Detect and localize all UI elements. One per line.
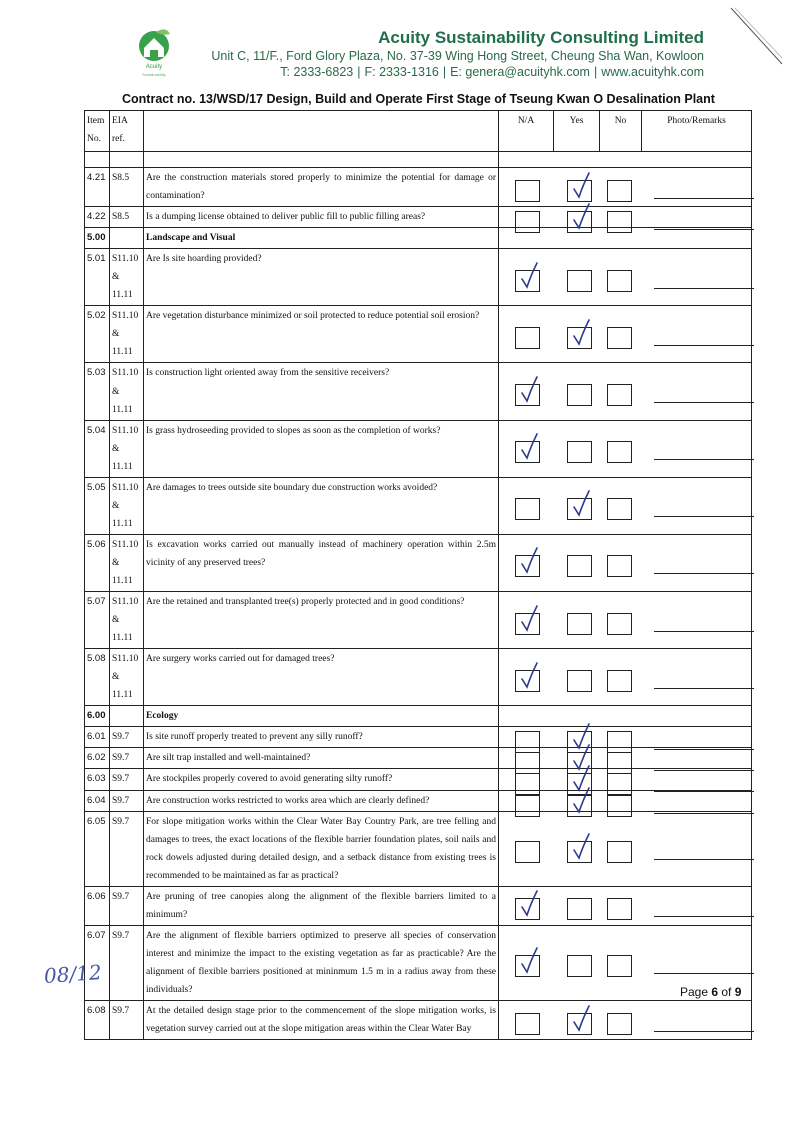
eia-ref: S8.5 xyxy=(110,207,144,228)
checklist-table xyxy=(84,110,752,1040)
eia-ref: S9.7 xyxy=(110,769,144,790)
checkbox-no[interactable] xyxy=(607,841,632,863)
checkbox-na[interactable] xyxy=(515,384,540,406)
check-marks-cell xyxy=(499,477,752,534)
leaf-house-icon xyxy=(128,24,180,64)
header-eia: EIA ref. xyxy=(110,111,144,152)
website: www.acuityhk.com xyxy=(601,65,704,79)
item-description: Are the retained and transplanted tree(s) properly protected and in good conditions? xyxy=(144,592,499,649)
eia-ref: S11.10 & 11.11 xyxy=(110,306,144,363)
company-address: Unit C, 11/F., Ford Glory Plaza, No. 37-39 Wing Hong Street, Cheung Sha Wan, Kowloon xyxy=(211,49,704,63)
checkmark-icon xyxy=(570,318,592,348)
checkbox-na[interactable] xyxy=(515,613,540,635)
checkbox-no[interactable] xyxy=(607,327,632,349)
table-row xyxy=(85,168,752,207)
page-number: Page 6 of 9 xyxy=(680,985,742,999)
email: E: genera@acuityhk.com xyxy=(450,65,590,79)
remarks-line[interactable] xyxy=(654,859,754,860)
item-description: Is grass hydroseeding provided to slopes as soon as the completion of works? xyxy=(144,420,499,477)
table-row xyxy=(85,420,752,477)
item-number: 6.03 xyxy=(85,769,110,790)
remarks-line[interactable] xyxy=(654,459,754,460)
remarks-line[interactable] xyxy=(654,631,754,632)
check-marks-cell xyxy=(499,1001,752,1040)
section-row xyxy=(85,228,752,249)
checkbox-no[interactable] xyxy=(607,498,632,520)
item-number: 6.07 xyxy=(85,925,110,1000)
item-description: Is construction light oriented away from the sensitive receivers? xyxy=(144,363,499,420)
check-marks-cell xyxy=(499,534,752,591)
table-row xyxy=(85,1001,752,1040)
checkmark-icon xyxy=(518,889,540,919)
contact-line: T: 2333-6823 | F: 2333-1316 | E: genera@acuityhk.com | www.acuityhk.com xyxy=(280,65,704,79)
check-marks-cell xyxy=(499,727,752,748)
checkbox-yes[interactable] xyxy=(567,180,592,202)
eia-ref: S9.7 xyxy=(110,1001,144,1040)
table-row xyxy=(85,249,752,306)
item-number: 5.08 xyxy=(85,649,110,706)
checkmark-icon xyxy=(518,946,540,976)
item-description: Are silt trap installed and well-maintained? xyxy=(144,748,499,769)
item-description: Are stockpiles properly covered to avoid generating silty runoff? xyxy=(144,769,499,790)
checkmark-icon xyxy=(518,432,540,462)
item-description: Is excavation works carried out manually instead of machinery operation within 2.5m vicinity of any preserved trees? xyxy=(144,534,499,591)
checkbox-na[interactable] xyxy=(515,1013,540,1035)
checkmark-icon xyxy=(570,1004,592,1034)
table-row xyxy=(85,748,752,769)
checkmark-icon xyxy=(518,546,540,576)
checkbox-yes[interactable] xyxy=(567,613,592,635)
checkmark-icon xyxy=(570,489,592,519)
checkbox-na[interactable] xyxy=(515,955,540,977)
checkbox-yes[interactable] xyxy=(567,211,592,233)
checkbox-na[interactable] xyxy=(515,327,540,349)
checkbox-na[interactable] xyxy=(515,498,540,520)
check-marks-cell xyxy=(499,790,752,811)
item-number: 4.22 xyxy=(85,207,110,228)
handwritten-date: 08/12 xyxy=(43,960,103,988)
header-no: No xyxy=(600,111,642,152)
checkbox-na[interactable] xyxy=(515,180,540,202)
check-marks-cell xyxy=(499,420,752,477)
checkmark-icon xyxy=(518,604,540,634)
corner-fold-line xyxy=(729,6,784,66)
eia-ref: S9.7 xyxy=(110,811,144,886)
contract-title: Contract no. 13/WSD/17 Design, Build and Operate First Stage of Tseung Kwan O Desalination Plant xyxy=(122,92,715,106)
eia-ref: S9.7 xyxy=(110,790,144,811)
checklist-body xyxy=(85,152,752,1040)
item-number: 5.07 xyxy=(85,592,110,649)
eia-ref: S11.10 & 11.11 xyxy=(110,249,144,306)
section-title: Ecology xyxy=(144,706,499,727)
check-marks-cell xyxy=(499,886,752,925)
eia-ref: S11.10 & 11.11 xyxy=(110,363,144,420)
checkbox-na[interactable] xyxy=(515,441,540,463)
company-name: Acuity Sustainability Consulting Limited xyxy=(378,28,704,47)
checkbox-no[interactable] xyxy=(607,211,632,233)
remarks-line[interactable] xyxy=(654,198,754,199)
item-number: 5.05 xyxy=(85,477,110,534)
item-description: Are the alignment of flexible barriers optimized to preserve all species of conservation interest and minimize the impact to the existing vegetation as far as practicable? Are the alignment of flexible barriers positioned at mininmum 1.5 m in a radius away from these individuals? xyxy=(144,925,499,1000)
item-description: Are the construction materials stored properly to minimize the potential for damage or contamination? xyxy=(144,168,499,207)
check-marks-cell xyxy=(499,363,752,420)
item-description: Are vegetation disturbance minimized or soil protected to reduce potential soil erosion? xyxy=(144,306,499,363)
item-description: Are construction works restricted to works area which are clearly defined? xyxy=(144,790,499,811)
checkbox-yes[interactable] xyxy=(567,955,592,977)
checkbox-no[interactable] xyxy=(607,180,632,202)
eia-ref: S11.10 & 11.11 xyxy=(110,592,144,649)
checkbox-yes[interactable] xyxy=(567,841,592,863)
header-remarks: Photo/Remarks xyxy=(642,111,752,152)
eia-ref: S9.7 xyxy=(110,925,144,1000)
checkbox-na[interactable] xyxy=(515,211,540,233)
remarks-line[interactable] xyxy=(654,288,754,289)
checkbox-no[interactable] xyxy=(607,898,632,920)
checkbox-na[interactable] xyxy=(515,270,540,292)
checkmark-icon xyxy=(570,832,592,862)
section-number: 5.00 xyxy=(85,228,110,249)
header-na: N/A xyxy=(499,111,554,152)
item-description: Are surgery works carried out for damaged trees? xyxy=(144,649,499,706)
remarks-line[interactable] xyxy=(654,229,754,230)
checkbox-na[interactable] xyxy=(515,898,540,920)
table-row xyxy=(85,207,752,228)
table-row xyxy=(85,649,752,706)
section-title: Landscape and Visual xyxy=(144,228,499,249)
item-description: Is site runoff properly treated to prevent any silly runoff? xyxy=(144,727,499,748)
item-number: 6.04 xyxy=(85,790,110,811)
checkbox-no[interactable] xyxy=(607,1013,632,1035)
spacer-row xyxy=(85,152,752,168)
logo-text: Acuity xyxy=(145,64,163,70)
table-row xyxy=(85,925,752,1000)
table-row xyxy=(85,769,752,790)
section-eia-cell xyxy=(110,706,144,727)
table-header-row xyxy=(85,111,752,152)
checkbox-yes[interactable] xyxy=(567,498,592,520)
item-description: For slope mitigation works within the Clear Water Bay Country Park, are tree felling and damages to trees, the exact locations of the flexible barrier foundation plates, soil nails and rock dowels adjusted during detailed design, and a setback distance from existing trees is recommended to be maintained as far as practical? xyxy=(144,811,499,886)
checkbox-no[interactable] xyxy=(607,441,632,463)
check-marks-cell xyxy=(499,249,752,306)
item-number: 6.08 xyxy=(85,1001,110,1040)
eia-ref: S11.10 & 11.11 xyxy=(110,477,144,534)
checkmark-icon xyxy=(570,171,592,201)
check-marks-cell xyxy=(499,592,752,649)
checkbox-na[interactable] xyxy=(515,555,540,577)
checkbox-na[interactable] xyxy=(515,841,540,863)
letterhead xyxy=(128,24,704,82)
eia-ref: S9.7 xyxy=(110,748,144,769)
eia-ref: S9.7 xyxy=(110,886,144,925)
item-number: 6.06 xyxy=(85,886,110,925)
check-marks-cell xyxy=(499,811,752,886)
remarks-line[interactable] xyxy=(654,973,754,974)
logo-subtext: Sustainability xyxy=(142,72,166,77)
item-description: At the detailed design stage prior to the commencement of the slope mitigation works, is vegetation survey carried out at the slope mitigation areas within the Clear Water Bay xyxy=(144,1001,499,1040)
table-row xyxy=(85,811,752,886)
checkbox-yes[interactable] xyxy=(567,327,592,349)
checkbox-no[interactable] xyxy=(607,955,632,977)
item-number: 6.01 xyxy=(85,727,110,748)
checkbox-yes[interactable] xyxy=(567,555,592,577)
table-row xyxy=(85,306,752,363)
eia-ref: S8.5 xyxy=(110,168,144,207)
acuity-logo xyxy=(128,24,180,80)
table-row xyxy=(85,363,752,420)
checkbox-yes[interactable] xyxy=(567,270,592,292)
header-item: Item No. xyxy=(85,111,110,152)
header-description xyxy=(144,111,499,152)
checkbox-yes[interactable] xyxy=(567,441,592,463)
checkbox-yes[interactable] xyxy=(567,898,592,920)
checkbox-no[interactable] xyxy=(607,270,632,292)
checkbox-na[interactable] xyxy=(515,670,540,692)
item-number: 5.06 xyxy=(85,534,110,591)
check-marks-cell xyxy=(499,649,752,706)
checkbox-no[interactable] xyxy=(607,384,632,406)
checkbox-no[interactable] xyxy=(607,613,632,635)
remarks-line[interactable] xyxy=(654,345,754,346)
checkmark-icon xyxy=(518,661,540,691)
table-row xyxy=(85,790,752,811)
item-number: 5.01 xyxy=(85,249,110,306)
item-description: Are pruning of tree canopies along the alignment of the flexible barriers limited to a minimum? xyxy=(144,886,499,925)
item-number: 4.21 xyxy=(85,168,110,207)
checkbox-yes[interactable] xyxy=(567,670,592,692)
check-marks-cell xyxy=(499,769,752,790)
check-marks-cell xyxy=(499,306,752,363)
checkmark-icon xyxy=(570,202,592,232)
check-marks-cell xyxy=(499,168,752,207)
remarks-line[interactable] xyxy=(654,516,754,517)
eia-ref: S11.10 & 11.11 xyxy=(110,649,144,706)
item-number: 6.05 xyxy=(85,811,110,886)
eia-ref: S11.10 & 11.11 xyxy=(110,534,144,591)
item-description: Are damages to trees outside site boundary due construction works avoided? xyxy=(144,477,499,534)
checkmark-icon xyxy=(518,375,540,405)
checkmark-icon xyxy=(518,261,540,291)
eia-ref: S11.10 & 11.11 xyxy=(110,420,144,477)
item-description: Is a dumping license obtained to deliver public fill to public filling areas? xyxy=(144,207,499,228)
table-row xyxy=(85,727,752,748)
section-number: 6.00 xyxy=(85,706,110,727)
fax: F: 2333-1316 xyxy=(364,65,439,79)
table-row xyxy=(85,886,752,925)
remarks-line[interactable] xyxy=(654,1031,754,1032)
checkbox-yes[interactable] xyxy=(567,384,592,406)
header-yes: Yes xyxy=(554,111,600,152)
check-marks-cell xyxy=(499,207,752,228)
remarks-line[interactable] xyxy=(654,402,754,403)
table-row xyxy=(85,477,752,534)
checkbox-no[interactable] xyxy=(607,670,632,692)
section-marks-cell xyxy=(499,706,752,727)
item-number: 6.02 xyxy=(85,748,110,769)
remarks-line[interactable] xyxy=(654,688,754,689)
remarks-line[interactable] xyxy=(654,573,754,574)
item-number: 5.03 xyxy=(85,363,110,420)
checkbox-no[interactable] xyxy=(607,555,632,577)
check-marks-cell xyxy=(499,748,752,769)
remarks-line[interactable] xyxy=(654,916,754,917)
table-row xyxy=(85,592,752,649)
item-description: Are Is site hoarding provided? xyxy=(144,249,499,306)
section-row xyxy=(85,706,752,727)
item-number: 5.04 xyxy=(85,420,110,477)
table-row xyxy=(85,534,752,591)
checkbox-yes[interactable] xyxy=(567,1013,592,1035)
section-eia-cell xyxy=(110,228,144,249)
item-number: 5.02 xyxy=(85,306,110,363)
phone: T: 2333-6823 xyxy=(280,65,354,79)
eia-ref: S9.7 xyxy=(110,727,144,748)
